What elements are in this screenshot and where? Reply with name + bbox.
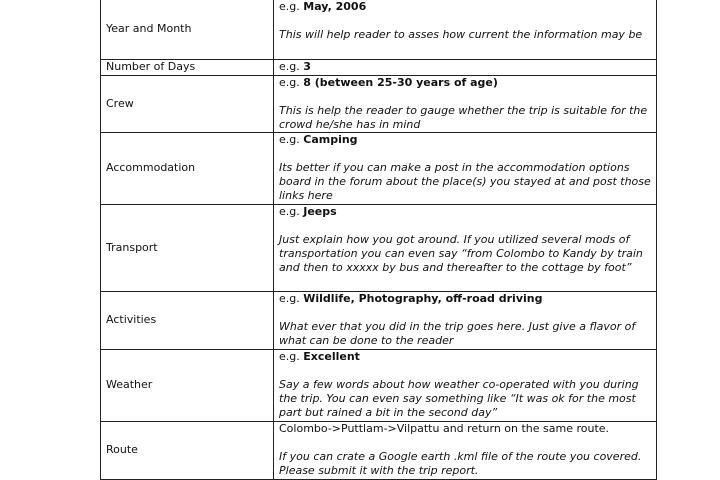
row-description: Just explain how you got around. If you utilized several mods of transportation you can even say “from Colombo to Kandy by train and then to xxxxx by bus and thereafter to the cottage by foot” [279,232,643,274]
example-prefix: e.g. [279,59,304,73]
table-row [101,291,657,349]
row-label: Year and Month [101,0,274,59]
table-row [101,75,657,132]
row-plain-value: Colombo->Puttlam->Vilpattu and return on the same route. [279,421,610,435]
example-value: Excellent [303,349,360,363]
example-value: 3 [303,59,311,73]
row-description: This will help reader to asses how current the information may be [279,28,643,41]
row-description: What ever that you did in the trip goes here. Just give a flavor of what can be done to the reader [279,319,636,347]
table-row [101,349,657,421]
row-label: Transport [101,204,274,291]
example-value: Jeeps [303,204,337,218]
trip-report-template-table [100,0,657,480]
example-value: Camping [303,132,358,146]
row-description: This is help the reader to gauge whether the trip is suitable for the crowd he/she has in mind [279,103,648,131]
table-row [101,0,657,59]
row-description: Its better if you can make a post in the accommodation options board in the forum about the place(s) you stayed at and post those links here [279,160,651,202]
table-row [101,132,657,204]
row-value [274,421,657,479]
row-label: Activities [101,291,274,349]
row-label: Accommodation [101,132,274,204]
row-label: Weather [101,349,274,421]
row-description: Say a few words about how weather co-operated with you during the trip. You can even say something like “It was ok for the most part but rained a bit in the second day” [279,377,639,419]
example-value: May, 2006 [303,0,367,13]
example-prefix: e.g. [279,349,304,363]
example-prefix: e.g. [279,132,304,146]
row-value [274,75,657,132]
row-value [274,0,657,59]
row-value [274,291,657,349]
row-label: Number of Days [101,59,274,75]
table-row [101,204,657,291]
row-value [274,204,657,291]
table-row [101,59,657,75]
example-prefix: e.g. [279,204,304,218]
example-prefix: e.g. [279,291,304,305]
example-value: 8 (between 25-30 years of age) [303,75,498,89]
row-value [274,349,657,421]
row-label: Route [101,421,274,479]
example-prefix: e.g. [279,75,304,89]
example-prefix: e.g. [279,0,304,13]
row-label: Crew [101,75,274,132]
row-value [274,132,657,204]
table-row [101,421,657,479]
row-description: If you can crate a Google earth .kml file of the route you covered. Please submit it with the trip report. [279,449,642,477]
example-value: Wildlife, Photography, off-road driving [303,291,543,305]
row-value [274,59,657,75]
